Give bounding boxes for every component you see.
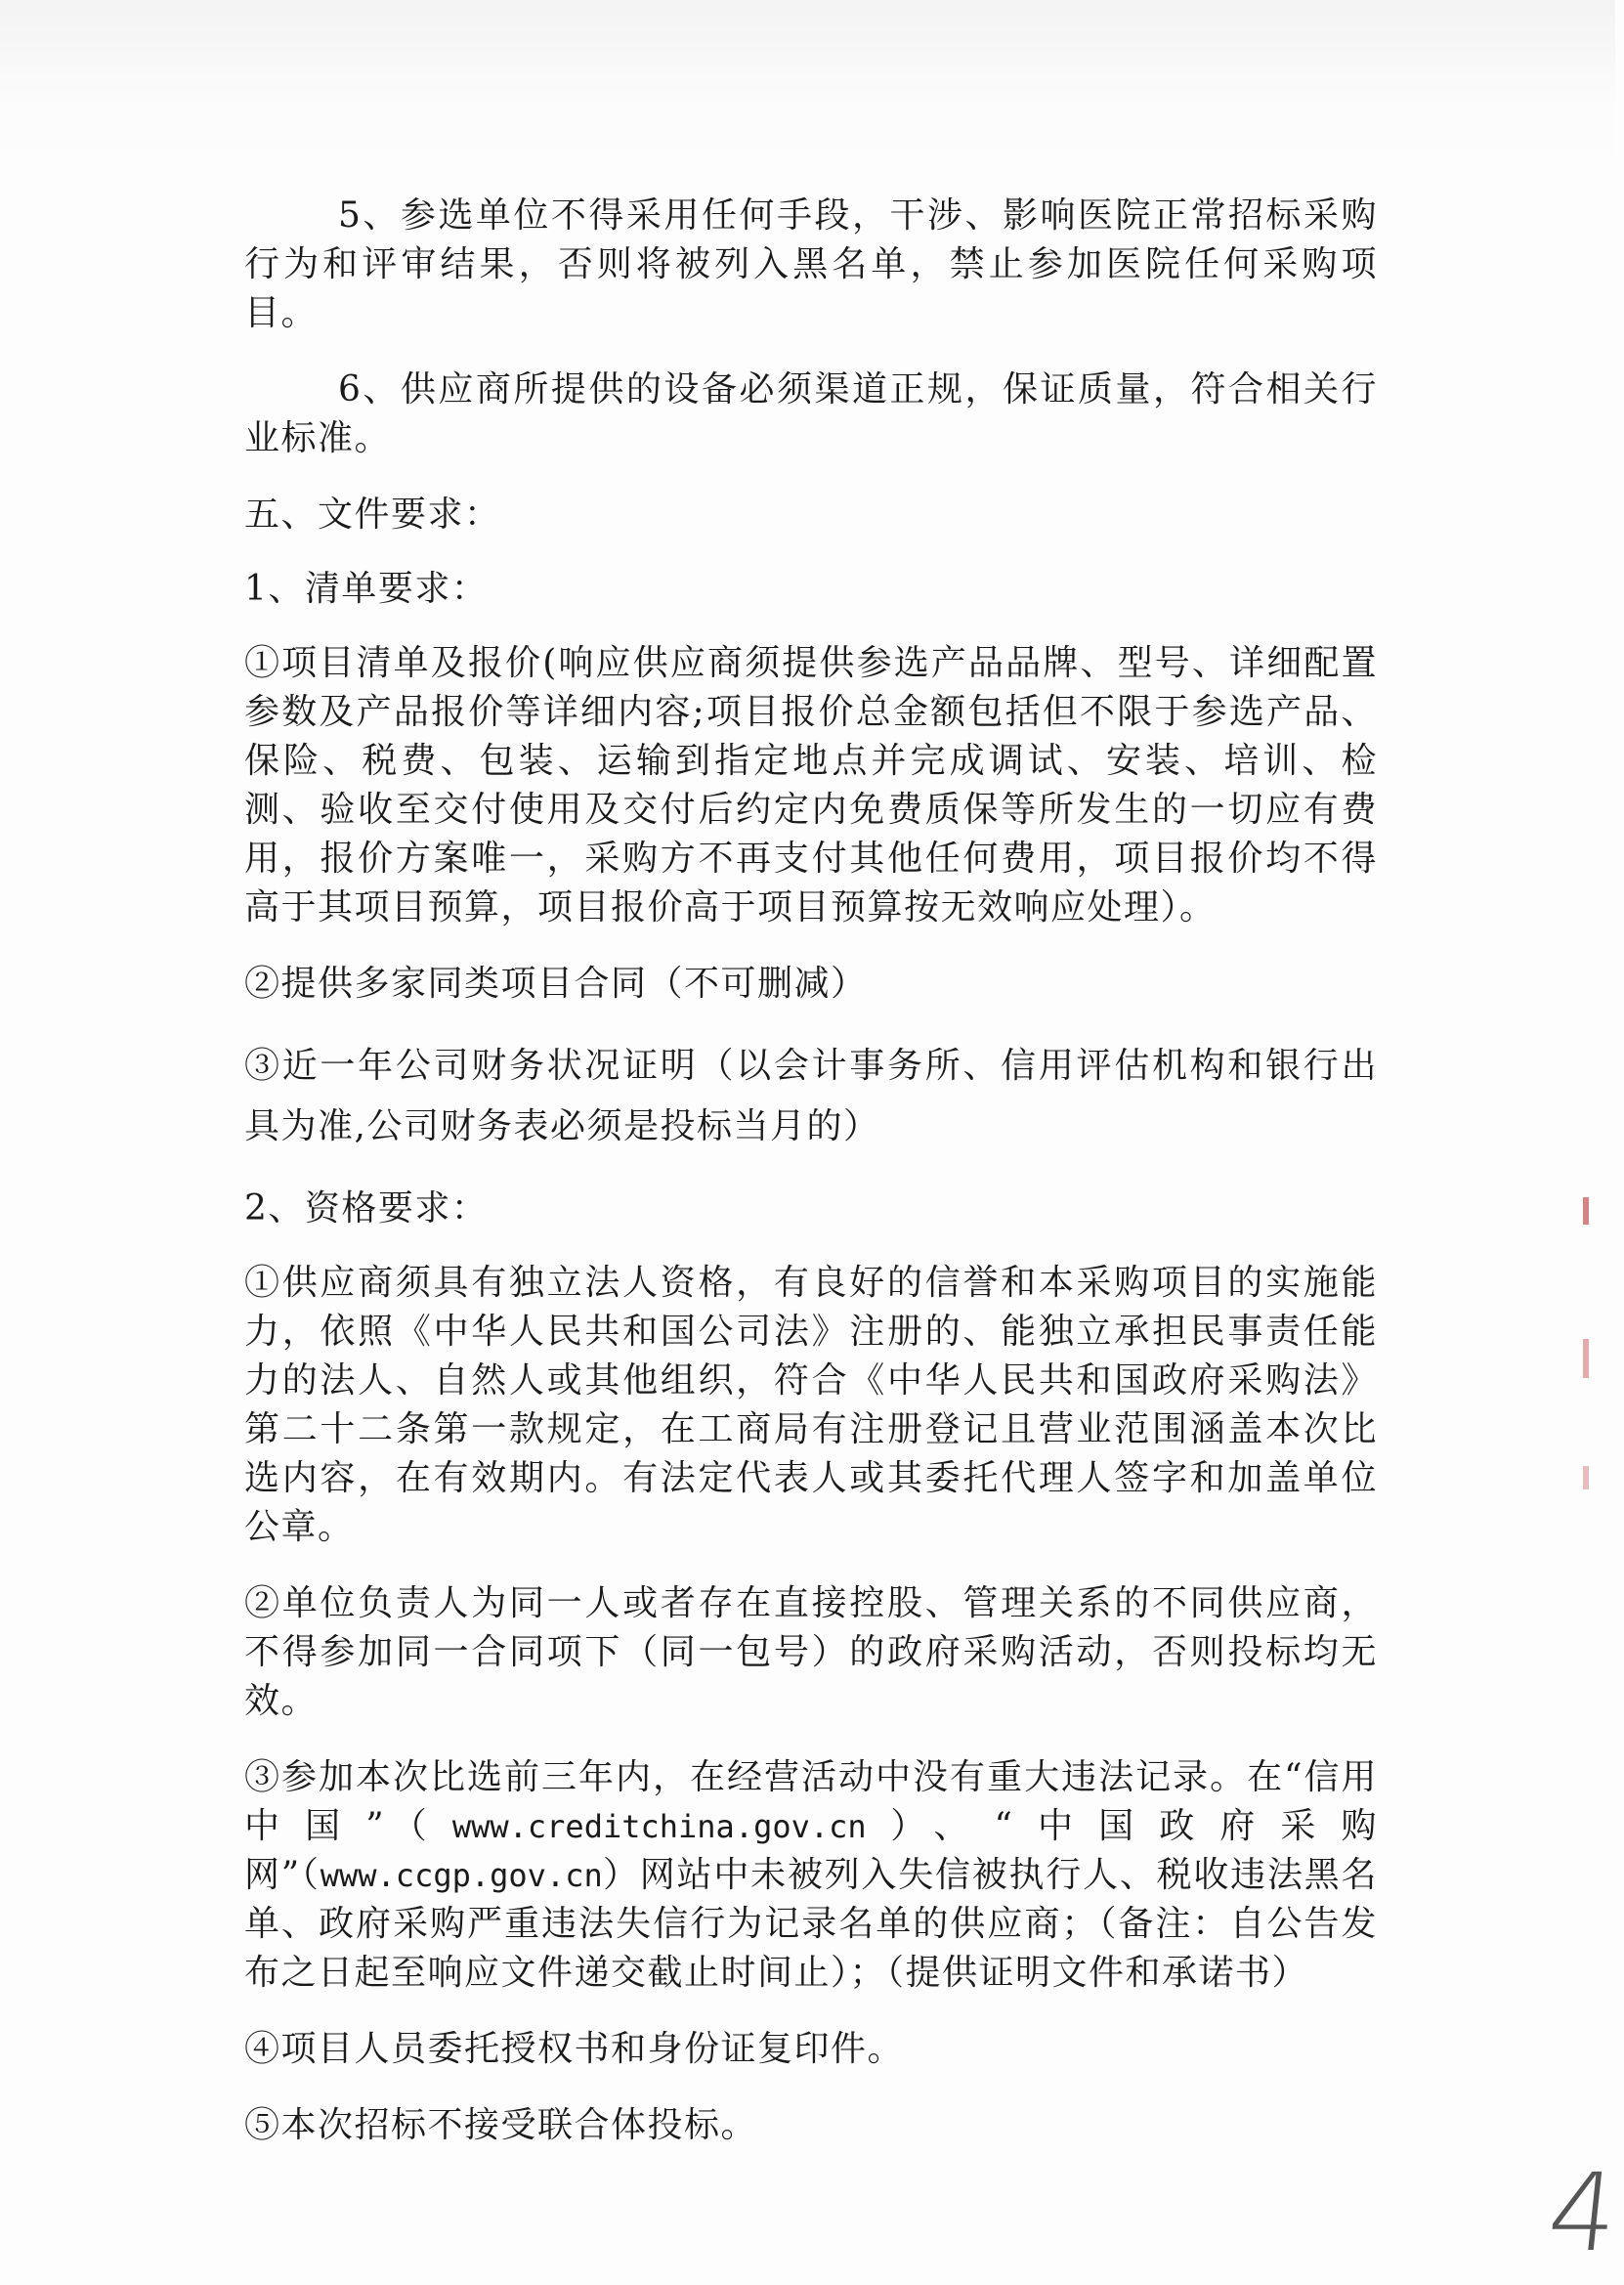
qualification-item-3-text-a: ③参加本次比选前三年内，在经营活动中没有重大违法记录。在“信用中国”（: [244, 1757, 1378, 1846]
qualification-item-3: [244, 1753, 1378, 1998]
list-requirement-item-1: ①项目清单及报价(响应供应商须提供参选产品品牌、型号、详细配置参数及产品报价等详细内容;项目报价总金额包括但不限于参选产品、保险、税费、包装、运输到指定地点并完成调试、安装、培训、检测、验收至交付使用及交付后约定内免费质保等所发生的一切应有费用，报价方案唯一，采购方不再支付其他任何费用，项目报价均不得高于其项目预算，项目报价高于项目预算按无效响应处理）。: [244, 643, 1378, 927]
list-requirement-item-2: ②提供多家同类项目合同（不可删减）: [244, 964, 868, 1004]
stamp-edge-mark: [1583, 1466, 1589, 1489]
paragraph-item-5: 5、参选单位不得采用任何手段，干涉、影响医院正常招标采购行为和评审结果，否则将被列入黑名单，禁止参加医院任何采购项目。: [244, 195, 1378, 333]
document-page: [244, 192, 1378, 2177]
stamp-edge-mark: [1583, 1339, 1589, 1378]
stamp-edge-mark: [1583, 1197, 1589, 1225]
ccgp-url: www.ccgp.gov.cn: [320, 1857, 603, 1894]
qualification-item-3-text-b: ）、“中国政府采购网”（: [244, 1806, 1379, 1895]
handwritten-page-number: 4: [1542, 2150, 1624, 2275]
scan-shadow: [0, 0, 1615, 176]
list-requirements-heading: 1、清单要求：: [244, 569, 489, 609]
creditchina-url: www.creditchina.gov.cn: [451, 1808, 867, 1845]
section-5-heading: 五、文件要求：: [244, 495, 501, 535]
qualification-requirements-heading: 2、资格要求：: [244, 1188, 489, 1229]
list-requirement-item-3: ③近一年公司财务状况证明（以会计事务所、信用评估机构和银行出具为准,公司财务表必须是投标当月的）: [244, 1046, 1378, 1146]
qualification-item-3-text-c: ）网站中未被列入失信被执行人、税收违法黑名单、政府采购严重违法失信行为记录名单的供应商；（备注：自公告发布之日起至响应文件递交截止时间止）；（提供证明文件和承诺书）: [244, 1855, 1378, 1993]
qualification-item-2: ②单位负责人为同一人或者存在直接控股、管理关系的不同供应商，不得参加同一合同项下（同一包号）的政府采购活动，否则投标均无效。: [244, 1583, 1378, 1721]
qualification-item-1: ①供应商须具有独立法人资格，有良好的信誉和本采购项目的实施能力，依照《中华人民共和国公司法》注册的、能独立承担民事责任能力的法人、自然人或其他组织，符合《中华人民共和国政府采购法》第二十二条第一款规定，在工商局有注册登记且营业范围涵盖本次比选内容，在有效期内。有法定代表人或其委托代理人签字和加盖单位公章。: [244, 1263, 1378, 1547]
qualification-item-5: ⑤本次招标不接受联合体投标。: [244, 2105, 758, 2145]
qualification-item-4: ④项目人员委托授权书和身份证复印件。: [244, 2029, 905, 2069]
paragraph-item-6: 6、供应商所提供的设备必须渠道正规，保证质量，符合相关行业标准。: [244, 369, 1378, 458]
